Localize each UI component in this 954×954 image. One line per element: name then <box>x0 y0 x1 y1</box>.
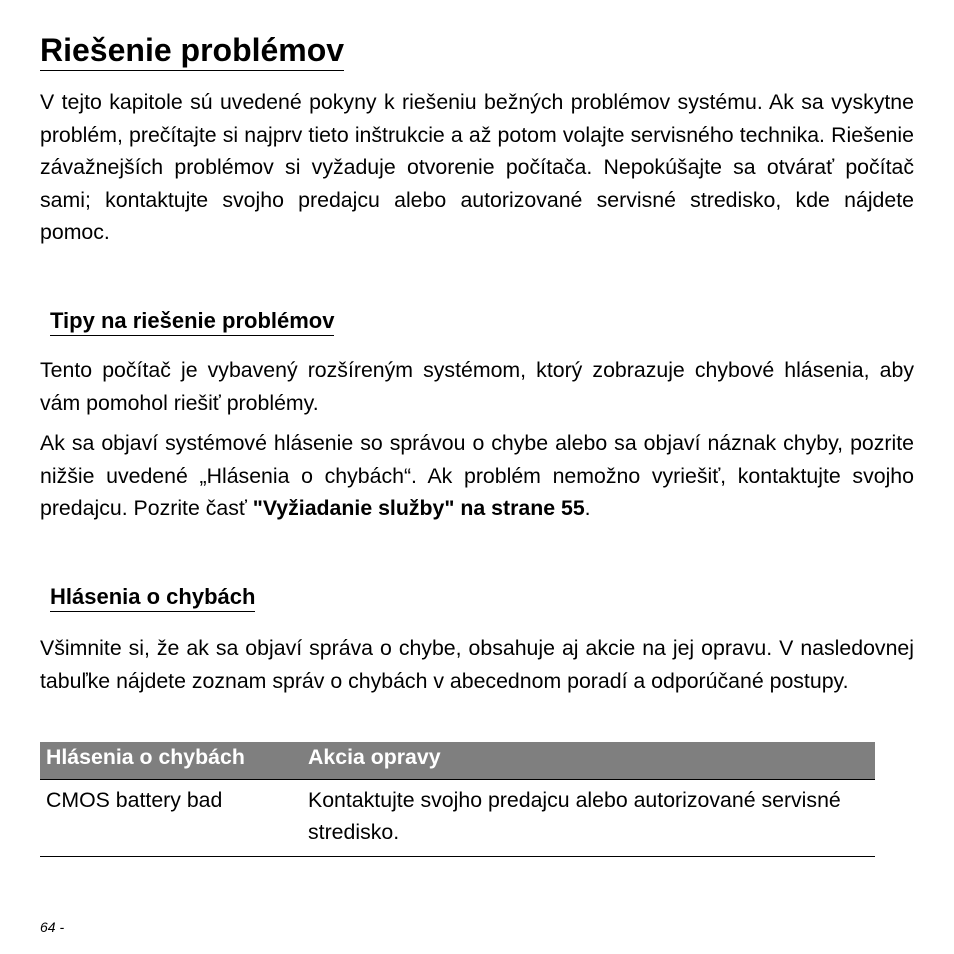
page-title: Riešenie problémov <box>40 30 344 71</box>
error-messages-table <box>40 742 875 857</box>
table-cell-error: CMOS battery bad <box>40 780 302 857</box>
table-header-row <box>40 742 875 780</box>
table-header-error-message: Hlásenia o chybách <box>40 742 302 780</box>
tips-paragraph-2-text: Ak sa objaví systémové hlásenie so správou o chybe alebo sa objaví náznak chyby, pozrite nižšie uvedené „Hlásenia o chybách“. Ak problém nemožno vyriešiť, kontaktujte svojho predajcu. Pozrite časť <box>40 431 914 521</box>
page-number: 64 - <box>40 919 65 935</box>
table-cell-action: Kontaktujte svojho predajcu alebo autorizované servisné stredisko. <box>302 780 875 857</box>
section-heading-tips: Tipy na riešenie problémov <box>50 307 334 336</box>
tips-paragraph-1: Tento počítač je vybavený rozšíreným systémom, ktorý zobrazuje chybové hlásenia, aby vám pomohol riešiť problémy. <box>40 358 914 415</box>
intro-paragraph: V tejto kapitole sú uvedené pokyny k riešeniu bežných problémov systému. Ak sa vyskytne problém, prečítajte si najprv tieto inštrukcie a až potom volajte servisného technika. Riešenie závažnejších problémov si vyžaduje otvorenie počítača. Nepokúšajte sa otvárať počítač sami; kontaktujte svojho predajcu alebo autorizované servisné stredisko, kde nájdete pomoc. <box>40 90 914 245</box>
tips-paragraph-2-end: . <box>584 496 591 521</box>
table-row <box>40 780 875 857</box>
table-header-action: Akcia opravy <box>302 742 875 780</box>
section-heading-error-messages: Hlásenia o chybách <box>50 583 255 612</box>
service-request-link[interactable]: "Vyžiadanie služby" na strane 55 <box>252 496 585 521</box>
error-messages-paragraph: Všimnite si, že ak sa objaví správa o chybe, obsahuje aj akcie na jej opravu. V nasledovnej tabuľke nájdete zoznam správ o chybách v abecednom poradí a odporúčané postupy. <box>40 636 914 693</box>
tips-paragraph-2 <box>40 427 914 525</box>
